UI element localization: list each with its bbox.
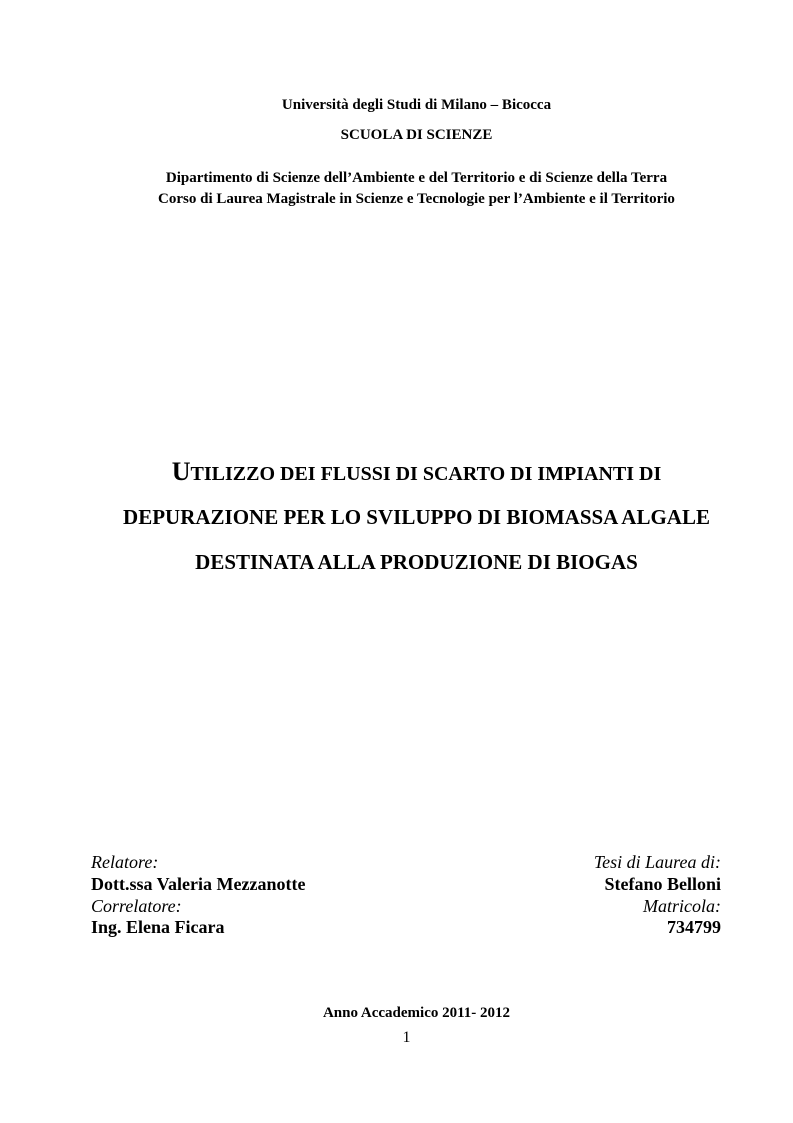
thesis-title-line-2: DEPURAZIONE PER LO SVILUPPO DI BIOMASSA ALGALE <box>123 505 710 529</box>
correlatore-label: Correlatore: <box>91 896 182 916</box>
student-name: Stefano Belloni <box>604 874 721 894</box>
thesis-title-line-1 <box>20 457 793 487</box>
correlatore-name: Ing. Elena Ficara <box>91 917 225 937</box>
department-name: Dipartimento di Scienze dell’Ambiente e del Territorio e di Scienze della Terra <box>165 170 668 186</box>
title-initial: U <box>171 457 191 486</box>
page-number: 1 <box>402 1029 411 1046</box>
tesi-label: Tesi di Laurea di: <box>593 852 721 872</box>
title-line-1-rest: TILIZZO DEI FLUSSI DI SCARTO DI IMPIANTI DI <box>190 463 662 485</box>
university-name: Università degli Studi di Milano – Bicocca <box>281 97 552 113</box>
relatore-name: Dott.ssa Valeria Mezzanotte <box>91 874 306 894</box>
matricola-label: Matricola: <box>643 896 721 916</box>
academic-year: Anno Accademico 2011- 2012 <box>322 1005 511 1021</box>
thesis-title-line-3: DESTINATA ALLA PRODUZIONE DI BIOGAS <box>195 550 638 574</box>
matricola-value: 734799 <box>667 917 721 937</box>
school-name: SCUOLA DI SCIENZE <box>340 127 493 143</box>
relatore-label: Relatore: <box>91 852 159 872</box>
course-name: Corso di Laurea Magistrale in Scienze e Tecnologie per l’Ambiente e il Territorio <box>158 191 675 207</box>
